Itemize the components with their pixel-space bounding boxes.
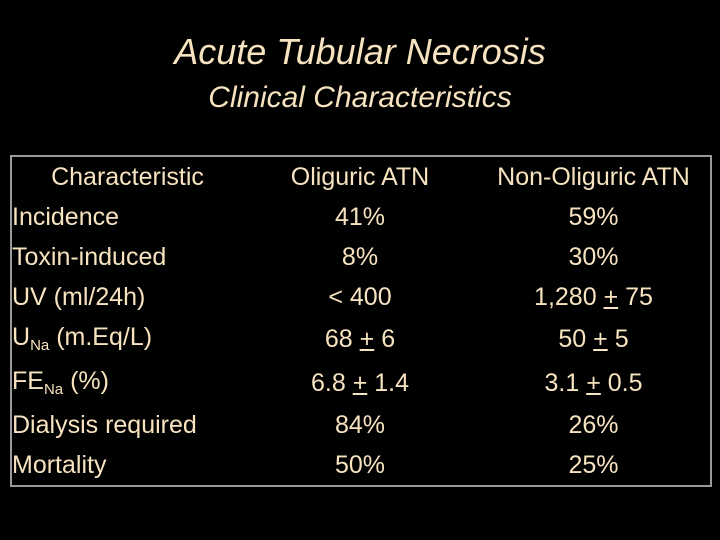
row-label: Mortality xyxy=(12,451,107,479)
plus-minus-sign: + xyxy=(593,325,608,353)
non-oliguric-value xyxy=(477,361,711,405)
oliguric-value: 50% xyxy=(334,451,386,479)
table-row xyxy=(11,405,711,445)
plus-minus-sign: + xyxy=(359,325,375,353)
value-main: 68 xyxy=(324,325,353,353)
table-row xyxy=(11,277,711,317)
label-subscript: Na xyxy=(43,381,64,398)
row-label: Dialysis required xyxy=(12,411,197,439)
non-oliguric-value: 30% xyxy=(568,243,619,271)
value-main: 3.1 xyxy=(544,369,580,397)
oliguric-value: 41% xyxy=(334,203,386,231)
label-rest: (%) xyxy=(70,367,109,395)
table-row xyxy=(11,445,711,486)
label-subscript: Na xyxy=(30,337,50,354)
value-main: 1,280 xyxy=(534,283,597,311)
slide-title: Acute Tubular Necrosis xyxy=(174,31,546,72)
plus-minus-sign: + xyxy=(586,369,601,397)
table-row xyxy=(11,317,711,361)
value-sd: 6 xyxy=(381,325,396,353)
row-label xyxy=(11,317,243,361)
value-sd: 1.4 xyxy=(374,369,410,397)
label-rest: (m.Eq/L) xyxy=(56,323,153,351)
value-sd: 75 xyxy=(625,283,653,311)
label-main: FE xyxy=(12,367,44,395)
non-oliguric-value: 59% xyxy=(568,203,619,231)
value-sd: 5 xyxy=(614,325,629,353)
table-header-row xyxy=(11,156,711,197)
oliguric-value: 84% xyxy=(334,411,386,439)
header-characteristic: Characteristic xyxy=(51,163,204,191)
header-oliguric: Oliguric ATN xyxy=(290,163,430,191)
oliguric-value: < 400 xyxy=(328,283,392,311)
oliguric-value xyxy=(243,317,477,361)
value-sd: 0.5 xyxy=(607,369,643,397)
non-oliguric-value: 25% xyxy=(568,451,619,479)
row-label xyxy=(11,361,243,405)
characteristics-table xyxy=(10,155,712,487)
slide-subtitle: Clinical Characteristics xyxy=(208,81,512,114)
non-oliguric-value: 26% xyxy=(568,411,619,439)
non-oliguric-value xyxy=(477,277,711,317)
value-main: 6.8 xyxy=(310,369,346,397)
value-main: 50 xyxy=(558,325,587,353)
label-main: U xyxy=(12,323,31,351)
row-label: Toxin-induced xyxy=(12,243,167,271)
plus-minus-sign: + xyxy=(603,283,619,311)
plus-minus-sign: + xyxy=(352,369,368,397)
non-oliguric-value xyxy=(477,317,711,361)
oliguric-value: 8% xyxy=(341,243,379,271)
row-label: UV (ml/24h) xyxy=(12,283,146,311)
table-row xyxy=(11,197,711,237)
row-label: Incidence xyxy=(12,203,120,231)
table-row xyxy=(11,361,711,405)
oliguric-value xyxy=(243,361,477,405)
header-non-oliguric: Non-Oliguric ATN xyxy=(497,163,690,191)
table-row xyxy=(11,237,711,277)
